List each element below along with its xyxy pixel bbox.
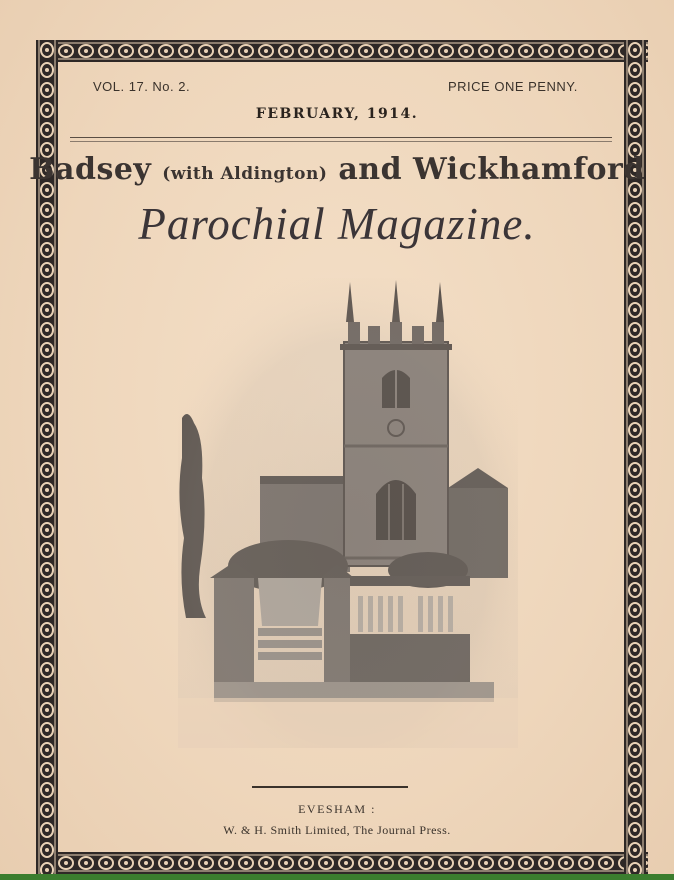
printer-credit: W. & H. Smith Limited, The Journal Press. [223,823,451,837]
volume-number: VOL. 17. No. 2. [93,79,191,94]
magazine-title: Parochial Magazine. [138,199,536,249]
scan-edge-strip [0,874,674,880]
header-rule-thin [70,141,612,142]
parish-title-wickhamford: and Wickhamford [327,152,645,187]
footer-rule [252,786,408,788]
publication-place: EVESHAM : [298,802,376,816]
parish-title [0,152,674,187]
parish-title-aldington: (with Aldington) [162,164,328,184]
parish-title-badsey: Badsey [29,152,163,187]
ornamental-border-bottom [36,852,648,874]
church-photograph [178,278,518,748]
ornamental-border-top [36,40,648,62]
price-label: PRICE ONE PENNY. [448,79,578,94]
header-rule [70,137,612,138]
issue-date: FEBRUARY, 1914. [255,106,419,122]
